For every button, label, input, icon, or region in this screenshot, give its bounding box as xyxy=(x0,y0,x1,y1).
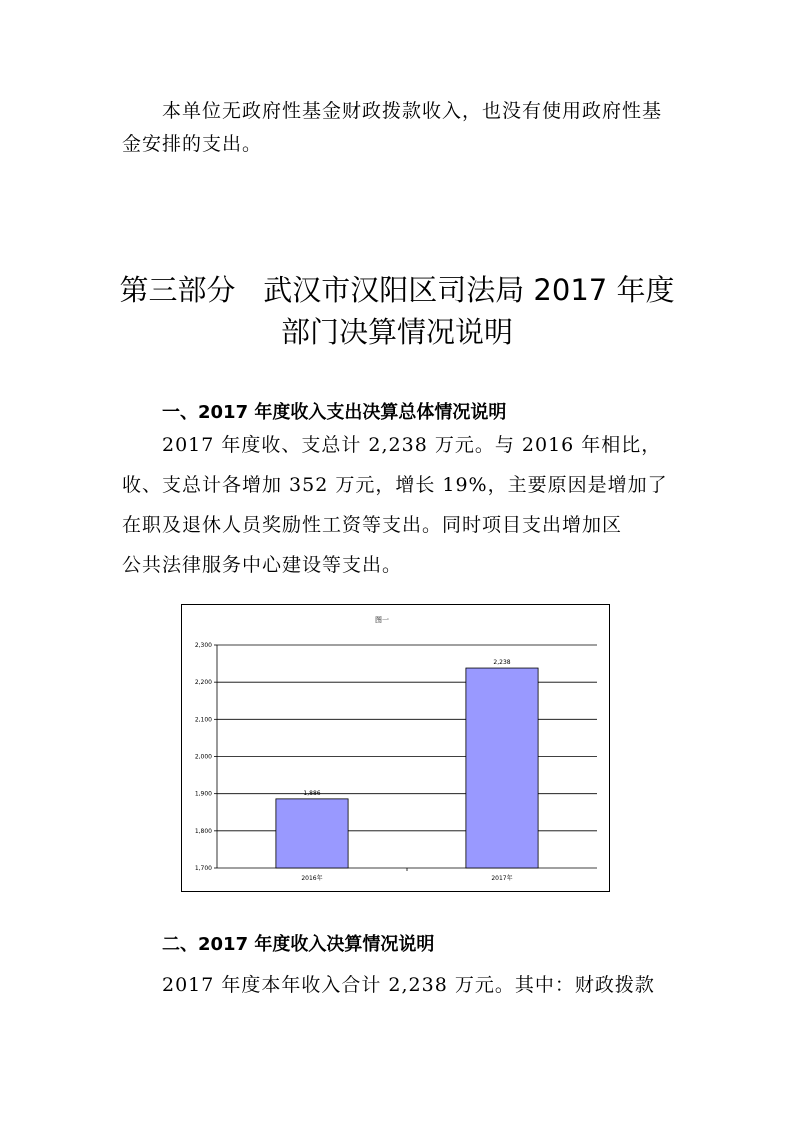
y-tick-label: 1,700 xyxy=(194,865,212,872)
y-tick-label: 2,100 xyxy=(194,716,212,724)
section-title-line-1: 第三部分 武汉市汉阳区司法局 2017 年度 xyxy=(119,273,675,307)
intro-line-2: 金安排的支出。 xyxy=(122,133,263,155)
section1-line-2: 收、支总计各增加 352 万元，增长 19%，主要原因是增加了 xyxy=(122,474,668,496)
section2-heading: 二、2017 年度收入决算情况说明 xyxy=(162,934,435,955)
section1-line-3: 在职及退休人员奖励性工资等支出。同时项目支出增加区 xyxy=(122,514,623,536)
intro-line-1: 本单位无政府性基金财政拨款收入，也没有使用政府性基 xyxy=(162,100,663,122)
x-tick-label: 2017年 xyxy=(491,875,513,882)
section1-heading: 一、2017 年度收入支出决算总体情况说明 xyxy=(162,402,507,423)
section1-line-1: 2017 年度收、支总计 2,238 万元。与 2016 年相比， xyxy=(162,434,662,456)
section1-paragraph xyxy=(122,425,682,585)
x-tick-label: 2016年 xyxy=(301,875,323,882)
section-title-line-2: 部门决算情况说明 xyxy=(280,315,513,349)
chart-figure xyxy=(181,604,610,892)
y-tick-label: 2,000 xyxy=(194,753,212,761)
bar-value-label: 1,886 xyxy=(303,789,321,797)
y-tick-label: 2,300 xyxy=(194,642,212,649)
intro-paragraph-cont xyxy=(122,125,682,163)
bar xyxy=(276,799,348,868)
y-tick-label: 2,200 xyxy=(194,679,212,687)
y-tick-label: 1,900 xyxy=(194,790,212,798)
bar-chart xyxy=(182,605,609,891)
y-tick-label: 1,800 xyxy=(194,827,212,835)
bar-value-label: 2,238 xyxy=(493,659,511,667)
chart-title: 图一 xyxy=(375,616,389,624)
bar xyxy=(466,668,538,868)
section1-line-4: 公共法律服务中心建设等支出。 xyxy=(122,554,403,576)
section2-paragraph xyxy=(162,966,722,1004)
section2-line-1: 2017 年度本年收入合计 2,238 万元。其中：财政拨款 xyxy=(162,974,655,996)
